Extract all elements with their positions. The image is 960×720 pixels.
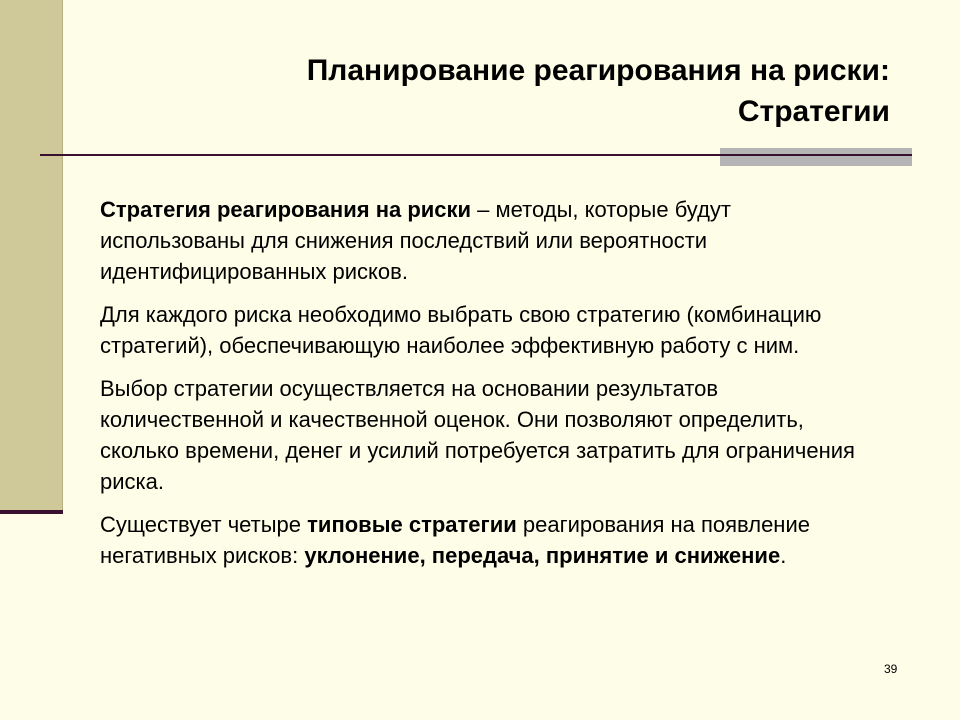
types-strategies: уклонение, передача, принятие и снижение xyxy=(304,543,781,568)
page-number: 39 xyxy=(884,662,898,676)
paragraph-types xyxy=(100,509,860,571)
definition-text: – методы, которые будут использованы для снижения последствий или вероятности идентифицированных рисков. xyxy=(100,197,731,284)
slide-title xyxy=(130,50,890,132)
slide-body xyxy=(100,194,860,571)
side-decoration-edge xyxy=(62,0,63,512)
paragraph-basis: Выбор стратегии осуществляется на основании результатов количественной и качественной оценок. Они позволяют определить, сколько времени, денег и усилий потребуется затратить для ограничения риска. xyxy=(100,376,855,494)
types-text-middle: реагирования на появление негативных рисков: xyxy=(100,512,810,568)
definition-term: Стратегия реагирования на риски xyxy=(100,197,472,222)
types-term: типовые стратегии xyxy=(307,512,517,537)
slide-title-line1: Планирование реагирования на риски: xyxy=(306,54,890,87)
title-accent-block xyxy=(720,148,912,166)
slide-title-line2: Стратегии xyxy=(737,95,890,128)
title-divider xyxy=(40,154,912,156)
side-decoration-rule xyxy=(0,510,63,514)
side-decoration-bar xyxy=(0,0,62,512)
types-text-before: Существует четыре xyxy=(100,512,308,537)
types-text-end: . xyxy=(780,543,787,568)
paragraph-choice: Для каждого риска необходимо выбрать свою стратегию (комбинацию стратегий), обеспечивающую наиболее эффективную работу с ним. xyxy=(100,302,822,358)
paragraph-definition xyxy=(100,194,860,287)
